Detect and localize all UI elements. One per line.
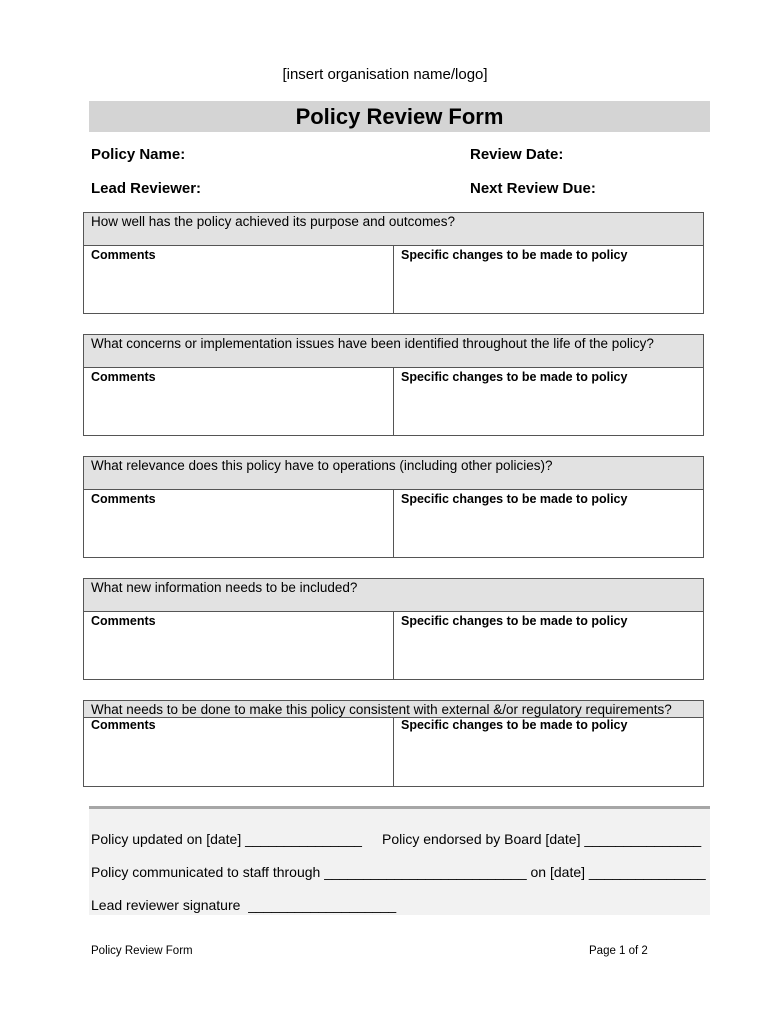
organisation-placeholder: [insert organisation name/logo] [282, 66, 488, 83]
comments-field[interactable]: Comments [84, 612, 394, 679]
next-review-due-label: Next Review Due: [470, 180, 596, 197]
footer-form-name: Policy Review Form [91, 945, 193, 957]
question-text: What needs to be done to make this policy consistent with external &/or regulatory requirements? [84, 701, 703, 718]
question-text: What new information needs to be included? [84, 579, 703, 612]
policy-changes-field[interactable]: Specific changes to be made to policy [401, 370, 628, 384]
question-text: How well has the policy achieved its purpose and outcomes? [84, 213, 703, 246]
signoff-section [89, 806, 710, 915]
comments-field[interactable]: Comments [84, 246, 394, 313]
question-text: What concerns or implementation issues have been identified throughout the life of the policy? [84, 335, 703, 368]
question-section-1 [83, 212, 704, 314]
question-text: What relevance does this policy have to operations (including other policies)? [84, 457, 703, 490]
policy-updated-line[interactable]: Policy updated on [date] _______________ [91, 831, 362, 847]
policy-changes-field[interactable]: Specific changes to be made to policy [401, 492, 628, 506]
question-section-4 [83, 578, 704, 680]
policy-name-label: Policy Name: [91, 146, 186, 163]
policy-changes-field[interactable]: Specific changes to be made to policy [401, 718, 628, 732]
policy-changes-field[interactable]: Specific changes to be made to policy [401, 614, 628, 628]
review-date-label: Review Date: [470, 146, 564, 163]
policy-changes-field[interactable]: Specific changes to be made to policy [401, 248, 628, 262]
comments-field[interactable]: Comments [84, 368, 394, 435]
page-title: Policy Review Form [89, 101, 710, 132]
question-section-2 [83, 334, 704, 436]
comments-field[interactable]: Comments [84, 718, 394, 786]
page-number: Page 1 of 2 [589, 945, 648, 957]
question-section-3 [83, 456, 704, 558]
board-endorsed-line[interactable]: Policy endorsed by Board [date] _______________ [382, 831, 702, 847]
signature-line[interactable]: Lead reviewer signature ___________________ [91, 897, 397, 913]
lead-reviewer-label: Lead Reviewer: [91, 180, 202, 197]
comments-field[interactable]: Comments [84, 490, 394, 557]
communicated-line[interactable]: Policy communicated to staff through __________________________ on [date] _______________ [91, 864, 706, 880]
question-section-5 [83, 700, 704, 787]
